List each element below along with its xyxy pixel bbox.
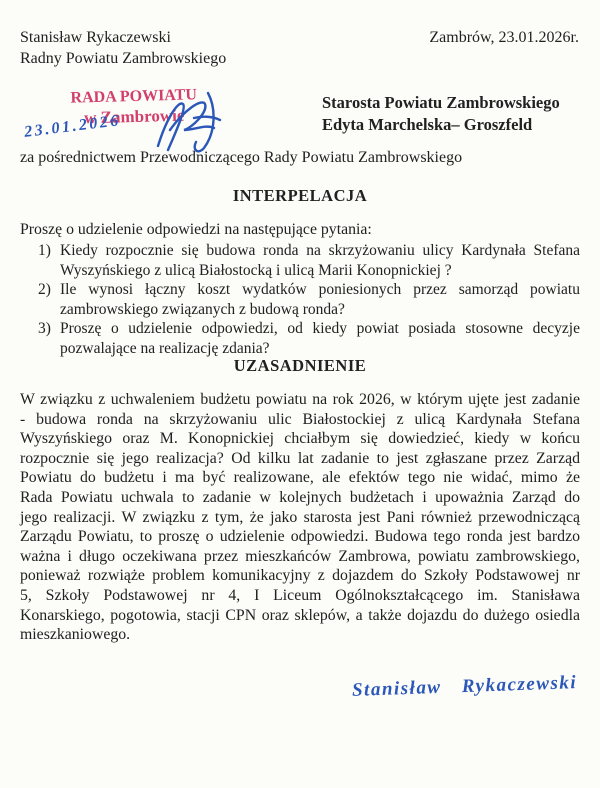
- justification-paragraph: W związku z uchwaleniem budżetu powiatu na rok 2026, w którym ujęte jest zadanie - budowa ronda na skrzyżowaniu ulic Białostockiej z ulicą Kardynała Stefana Wyszyńskiego oraz M. Konopnickiej chciałbym się dowiedzieć, kiedy w końcu rozpocznie się jego realizacja? Od kilku lat zadanie to jest zgłaszane przez Zarząd Powiatu do budżetu i ma być realizowane, ale efektów tego nie widać, mimo że Rada Powiatu uchwala to zadanie w kolejnych budżetach i upoważnia Zarząd do jego realizacji. W związku z tym, że jako starosta jest Pani również przewodniczącą Zarządu Powiatu, to proszę o udzielenie odpowiedzi. Budowa tego ronda jest bardzo ważna i długo oczekiwana przez mieszkańców Zambrowa, powiatu zambrowskiego, ponieważ rozwiąże problem komunikacyjny z dojazdem do Szkoły Podstawowej nr 5, Szkoły Podstawowej nr 4, I Liceum Ogólnokształcącego im. Stanisława Konarskiego, pogotowia, stacji CPN oraz sklepów, a także dojazdu do dużego osiedla mieszkaniowego.: [20, 391, 580, 644]
- justification-heading: UZASADNIENIE: [233, 356, 367, 375]
- sender-name: Stanisław Rykaczewski: [20, 29, 171, 46]
- recipient-title: Starosta Powiatu Zambrowskiego: [322, 93, 560, 112]
- stamp-line-1: RADA POWIATU: [70, 86, 198, 107]
- handwritten-stamp-date: 23.01.2026: [23, 112, 122, 141]
- sender-block: [20, 27, 226, 69]
- question-item: Proszę o udzielenie odpowiedzi, od kiedy powiat posiada stosowne decyzje pozwalające na realizację zdania?: [60, 320, 580, 357]
- document-title: INTERPELACJA: [232, 186, 368, 205]
- stamp-line-2: w Zambrowie: [83, 105, 185, 128]
- dateline: Zambrów, 23.01.2026r.: [429, 29, 579, 46]
- recipient-name: Edyta Marchelska– Groszfeld: [322, 115, 533, 134]
- recipient-block: [322, 92, 560, 136]
- via-line: za pośrednictwem Przewodniczącego Rady Powiatu Zambrowskiego: [20, 149, 463, 166]
- question-item: Ile wynosi łączny koszt wydatków poniesionych przez samorząd powiatu zambrowskiego związanych z budową ronda?: [60, 281, 580, 318]
- questions-list: [38, 241, 580, 358]
- handwritten-signature: Stanisław Rykaczewski: [351, 672, 578, 701]
- intro-line: Proszę o udzielenie odpowiedzi na następujące pytania:: [20, 221, 372, 238]
- signature-scribble-icon: [150, 90, 230, 158]
- question-item: Kiedy rozpocznie się budowa ronda na skrzyżowaniu ulicy Kardynała Stefana Wyszyńskiego z ulicą Białostocką i ulicą Marii Konopnickiej ?: [60, 242, 580, 279]
- sender-role: Radny Powiatu Zambrowskiego: [20, 50, 227, 67]
